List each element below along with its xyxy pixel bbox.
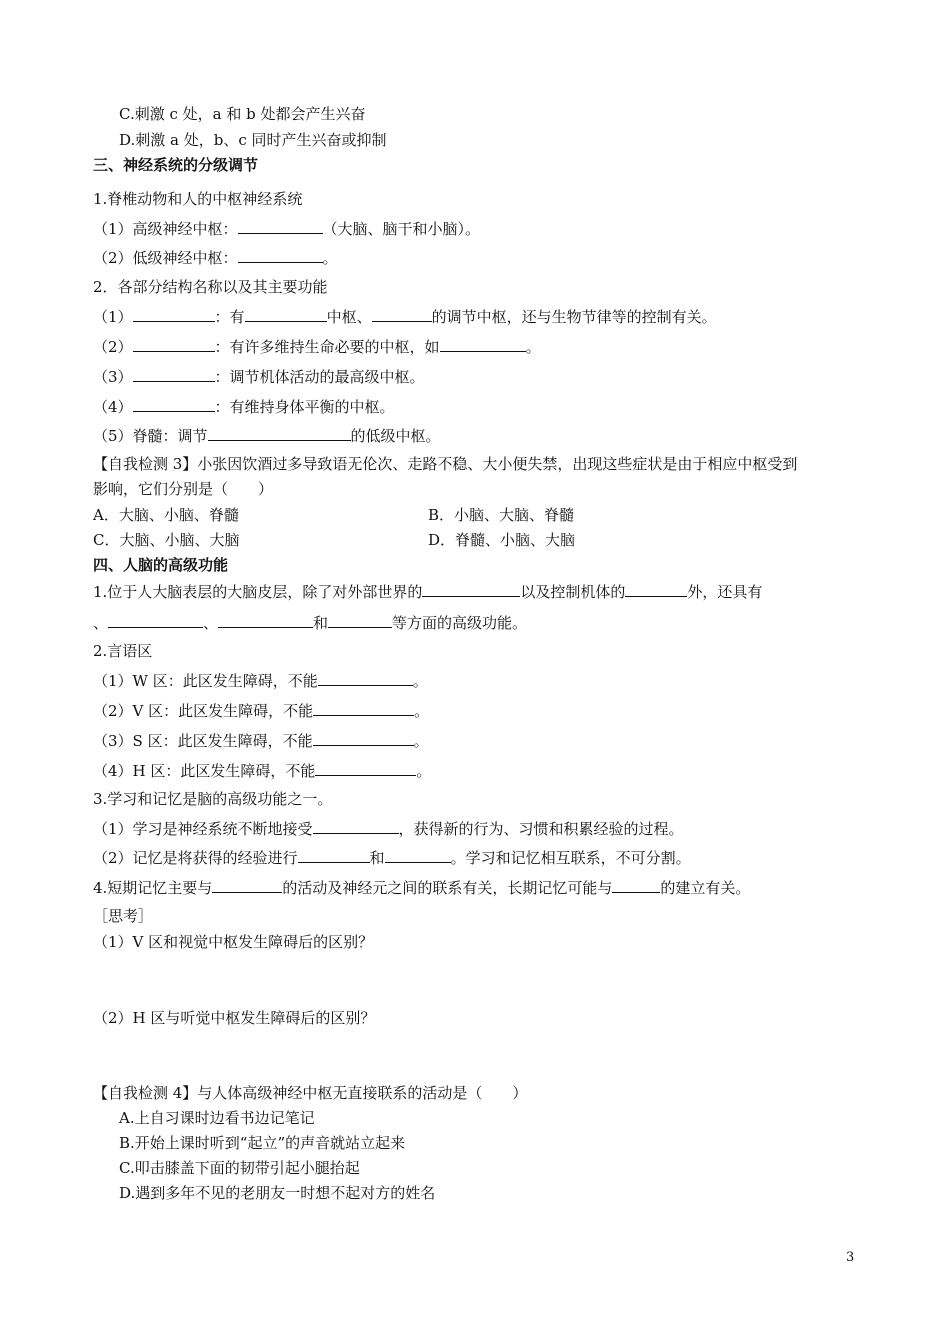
fill-blank[interactable] — [298, 847, 370, 863]
self-test-4-option-d: D.遇到多年不见的老朋友一时想不起对方的姓名 — [119, 1184, 436, 1202]
fill-blank[interactable] — [245, 306, 327, 322]
page-number: 3 — [846, 1250, 855, 1265]
think-question-2: （2）H 区与听觉中枢发生障碍后的区别？ — [93, 1009, 376, 1027]
self-test-3-option-c: C．大脑、小脑、大脑 — [93, 531, 240, 549]
self-test-3-question-cont: 影响，它们分别是（ ） — [93, 480, 274, 498]
text: （4）H 区：此区发生障碍，不能 — [93, 762, 316, 780]
text: （5）脊髓：调节 — [93, 427, 208, 445]
fill-blank[interactable] — [133, 366, 215, 382]
fill-blank[interactable] — [318, 670, 413, 686]
fill-blank[interactable] — [133, 336, 215, 352]
self-test-4-option-a: A.上自习课时边看书边记笔记 — [119, 1109, 315, 1127]
option-c: C.刺激 c 处，a 和 b 处都会产生兴奋 — [119, 105, 366, 123]
fill-blank[interactable] — [218, 612, 313, 628]
text: 、 — [93, 614, 109, 632]
text: ，获得新的行为、习惯和积累经验的过程。 — [398, 820, 684, 838]
fill-blank[interactable] — [212, 877, 282, 893]
fill-blank[interactable] — [313, 818, 399, 834]
fill-blank[interactable] — [612, 877, 660, 893]
text: （2）低级神经中枢： — [93, 249, 238, 267]
text: 的活动及神经元之间的联系有关，长期记忆可能与 — [282, 879, 613, 897]
text: （2）V 区：此区发生障碍，不能 — [93, 702, 314, 720]
text: （1）高级神经中枢： — [93, 220, 238, 238]
fill-blank[interactable] — [422, 581, 520, 597]
speech-area-w — [93, 670, 428, 691]
fill-blank[interactable] — [238, 247, 323, 263]
sec3-p1-1 — [93, 218, 480, 239]
text: （1）W 区：此区发生障碍，不能 — [93, 672, 318, 690]
text: 。 — [414, 702, 430, 720]
text: 1.位于人大脑表层的大脑皮层，除了对外部世界的 — [93, 583, 423, 601]
section-3-heading: 三、神经系统的分级调节 — [93, 156, 259, 174]
text: 以及控制机体的 — [520, 583, 626, 601]
option-d: D.刺激 a 处，b、c 同时产生兴奋或抑制 — [119, 131, 387, 149]
fill-blank[interactable] — [208, 425, 351, 441]
text: 。学习和记忆相互联系，不可分割。 — [450, 849, 691, 867]
text: （大脑、脑干和小脑）。 — [322, 220, 481, 238]
learning-line — [93, 818, 684, 839]
sec3-p2: 2．各部分结构名称以及其主要功能 — [93, 278, 328, 296]
text: ：调节机体活动的最高级中枢。 — [214, 368, 425, 386]
text: ：有 — [214, 308, 245, 326]
text: 中枢、 — [326, 308, 372, 326]
fill-blank[interactable] — [440, 336, 526, 352]
sec3-p1: 1.脊椎动物和人的中枢神经系统 — [93, 190, 303, 208]
text: ：有维持身体平衡的中枢。 — [214, 398, 395, 416]
think-question-1: （1）V 区和视觉中枢发生障碍后的区别？ — [93, 933, 374, 951]
text: 。 — [416, 762, 432, 780]
text: 的调节中枢，还与生物节律等的控制有关。 — [431, 308, 717, 326]
self-test-3-option-d: D．脊髓、小脑、大脑 — [428, 531, 576, 549]
text: ：有许多维持生命必要的中枢，如 — [214, 338, 440, 356]
self-test-4-question: 【自我检测 4】与人体高级神经中枢无直接联系的活动是（ ） — [93, 1084, 528, 1102]
self-test-3-option-a: A．大脑、小脑、脊髓 — [93, 506, 239, 524]
sec4-p1-cont — [93, 612, 527, 633]
fill-blank[interactable] — [133, 306, 215, 322]
fill-blank[interactable] — [385, 847, 451, 863]
speech-area-v — [93, 700, 429, 721]
fill-blank[interactable] — [625, 581, 687, 597]
fill-blank[interactable] — [238, 218, 323, 234]
section-4-heading: 四、人脑的高级功能 — [93, 556, 229, 574]
text: （4） — [93, 398, 133, 416]
sec4-p4 — [93, 877, 750, 898]
fill-blank[interactable] — [133, 396, 215, 412]
speech-area-h — [93, 760, 431, 781]
memory-line — [93, 847, 691, 868]
sec3-func-2 — [93, 336, 541, 357]
sec4-p3: 3.学习和记忆是脑的高级功能之一。 — [93, 790, 333, 808]
text: 。 — [525, 338, 541, 356]
sec3-func-5 — [93, 425, 441, 446]
fill-blank[interactable] — [328, 612, 392, 628]
text: （2） — [93, 338, 133, 356]
sec3-func-1 — [93, 306, 717, 327]
text: （3）S 区：此区发生障碍，不能 — [93, 732, 313, 750]
text: （1）学习是神经系统不断地接受 — [93, 820, 313, 838]
text: （3） — [93, 368, 133, 386]
text: 的低级中枢。 — [350, 427, 441, 445]
self-test-3-question: 【自我检测 3】小张因饮酒过多导致语无伦次、走路不稳、大小便失禁，出现这些症状是由于相应中枢受到 — [93, 455, 798, 473]
text: 。 — [412, 672, 428, 690]
fill-blank[interactable] — [108, 612, 203, 628]
self-test-4-option-c: C.叩击膝盖下面的韧带引起小腿抬起 — [119, 1159, 360, 1177]
text: 。 — [322, 249, 338, 267]
self-test-4-option-b: B.开始上课时听到“起立”的声音就站立起来 — [119, 1134, 406, 1152]
text: （1） — [93, 308, 133, 326]
self-test-3-option-b: B．小脑、大脑、脊髓 — [428, 506, 575, 524]
text: 的建立有关。 — [660, 879, 751, 897]
fill-blank[interactable] — [372, 306, 432, 322]
fill-blank[interactable] — [313, 730, 414, 746]
text: 和 — [369, 849, 385, 867]
text: 、 — [203, 614, 219, 632]
fill-blank[interactable] — [313, 700, 414, 716]
text: 。 — [413, 732, 429, 750]
sec4-p1 — [93, 581, 762, 602]
fill-blank[interactable] — [315, 760, 416, 776]
sec4-p2: 2.言语区 — [93, 642, 153, 660]
text: 4.短期记忆主要与 — [93, 879, 213, 897]
text: （2）记忆是将获得的经验进行 — [93, 849, 298, 867]
sec3-func-4 — [93, 396, 395, 417]
sec3-p1-2 — [93, 247, 338, 268]
think-label: ［思考］ — [93, 907, 154, 925]
speech-area-s — [93, 730, 429, 751]
text: 和 — [313, 614, 329, 632]
text: 等方面的高级功能。 — [392, 614, 528, 632]
text: 外，还具有 — [687, 583, 763, 601]
sec3-func-3 — [93, 366, 425, 387]
